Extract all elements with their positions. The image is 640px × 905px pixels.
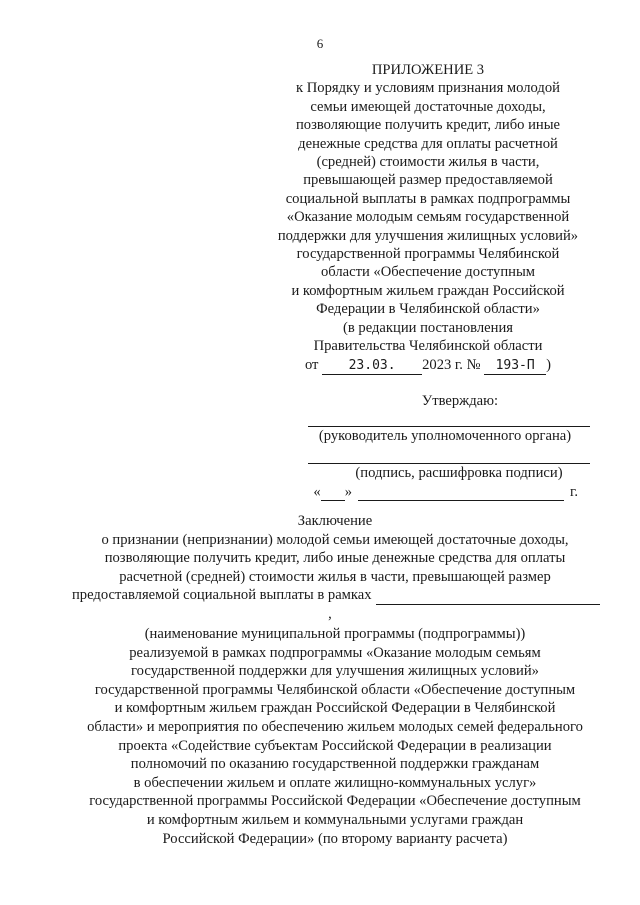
conclusion-line: проекта «Содействие субъектам Российской Федерации в реализации [118,737,552,754]
month-year-field[interactable] [358,486,564,501]
appendix-line: государственной программы Челябинской [296,246,560,263]
conclusion-line: области» и мероприятия по обеспечению жильем молодых семей федерального [87,718,583,735]
conclusion-line: (наименование муниципальной программы (подпрограммы)) [144,625,526,642]
appendix-line: денежные средства для оплаты расчетной [298,135,558,152]
resolution-date-line [268,356,588,375]
appendix-line: Федерации в Челябинской области» [316,301,540,318]
appendix-header [268,61,588,375]
conclusion-line: государственной поддержки для улучшения жилищных условий» [131,663,539,680]
appendix-line: социальной выплаты в рамках подпрограммы [285,190,571,207]
conclusion-title: Заключение [297,513,373,529]
approval-block [300,392,590,501]
conclusion-line: расчетной (средней) стоимости жилья в части, превышающей размер [119,568,551,585]
resolution-number: 193-П [484,358,546,375]
appendix-line: к Порядку и условиям признания молодой [296,80,560,97]
appendix-line: области «Обеспечение доступным [320,264,535,281]
signature-caption: (подпись, расшифровка подписи) [355,465,563,481]
official-caption: (руководитель уполномоченного органа) [318,428,572,444]
quote-close: » [344,484,352,500]
conclusion-section [70,512,600,848]
day-field[interactable] [321,486,345,501]
close-paren: ) [546,356,552,373]
program-blank-label: предоставляемой социальной выплаты в рамках [72,587,372,604]
appendix-line: поддержки для улучшения жилищных условий» [277,227,579,244]
approval-title: Утверждаю: [421,393,499,409]
signature-field[interactable] [308,449,590,464]
appendix-line: (средней) стоимости жилья в части, [316,154,540,171]
conclusion-line: государственной программы Российской Федерации «Обеспечение доступным [89,793,581,810]
program-blank-line [72,586,600,605]
program-name-line-2 [60,605,600,625]
year-text: 2023 г. № [422,356,481,373]
conclusion-line: в обеспечении жильем и оплате жилищно-коммунальных услуг» [133,774,537,791]
quote-open: « [313,484,321,500]
appendix-line: и комфортным жильем граждан Российской [291,282,565,299]
page-number: 6 [316,36,324,51]
conclusion-line: государственной программы Челябинской области «Обеспечение доступным [94,681,576,698]
conclusion-line: реализуемой в рамках подпрограммы «Оказание молодым семьям [129,644,541,661]
conclusion-line: Российской Федерации» (по второму варианту расчета) [162,830,508,847]
date-value: 23.03. [322,358,422,375]
official-signature-field[interactable] [308,412,590,427]
program-name-field[interactable] [376,590,600,605]
appendix-line: Правительства Челябинской области [313,338,543,355]
conclusion-line: позволяющие получить кредит, либо иные денежные средства для оплаты [104,550,566,567]
appendix-title: ПРИЛОЖЕНИЕ 3 [371,62,485,78]
appendix-line: семьи имеющей достаточные доходы, [310,98,546,115]
appendix-line: превышающей размер предоставляемой [303,172,553,189]
conclusion-line: полномочий по оказанию государственной поддержки гражданам [130,756,540,773]
conclusion-line: и комфортным жильем и коммунальными услугами граждан [146,811,524,828]
year-suffix: г. [570,484,578,500]
conclusion-line: и комфортным жильем граждан Российской Федерации в Челябинской [114,700,556,717]
date-prefix: от [304,356,319,373]
appendix-line: «Оказание молодым семьям государственной [286,209,570,226]
comma: , [328,605,332,622]
conclusion-line: о признании (непризнании) молодой семьи имеющей достаточные доходы, [101,531,569,548]
appendix-line: (в редакции постановления [343,319,513,336]
appendix-line: позволяющие получить кредит, либо иные [295,117,560,134]
approval-date-line [300,483,590,501]
